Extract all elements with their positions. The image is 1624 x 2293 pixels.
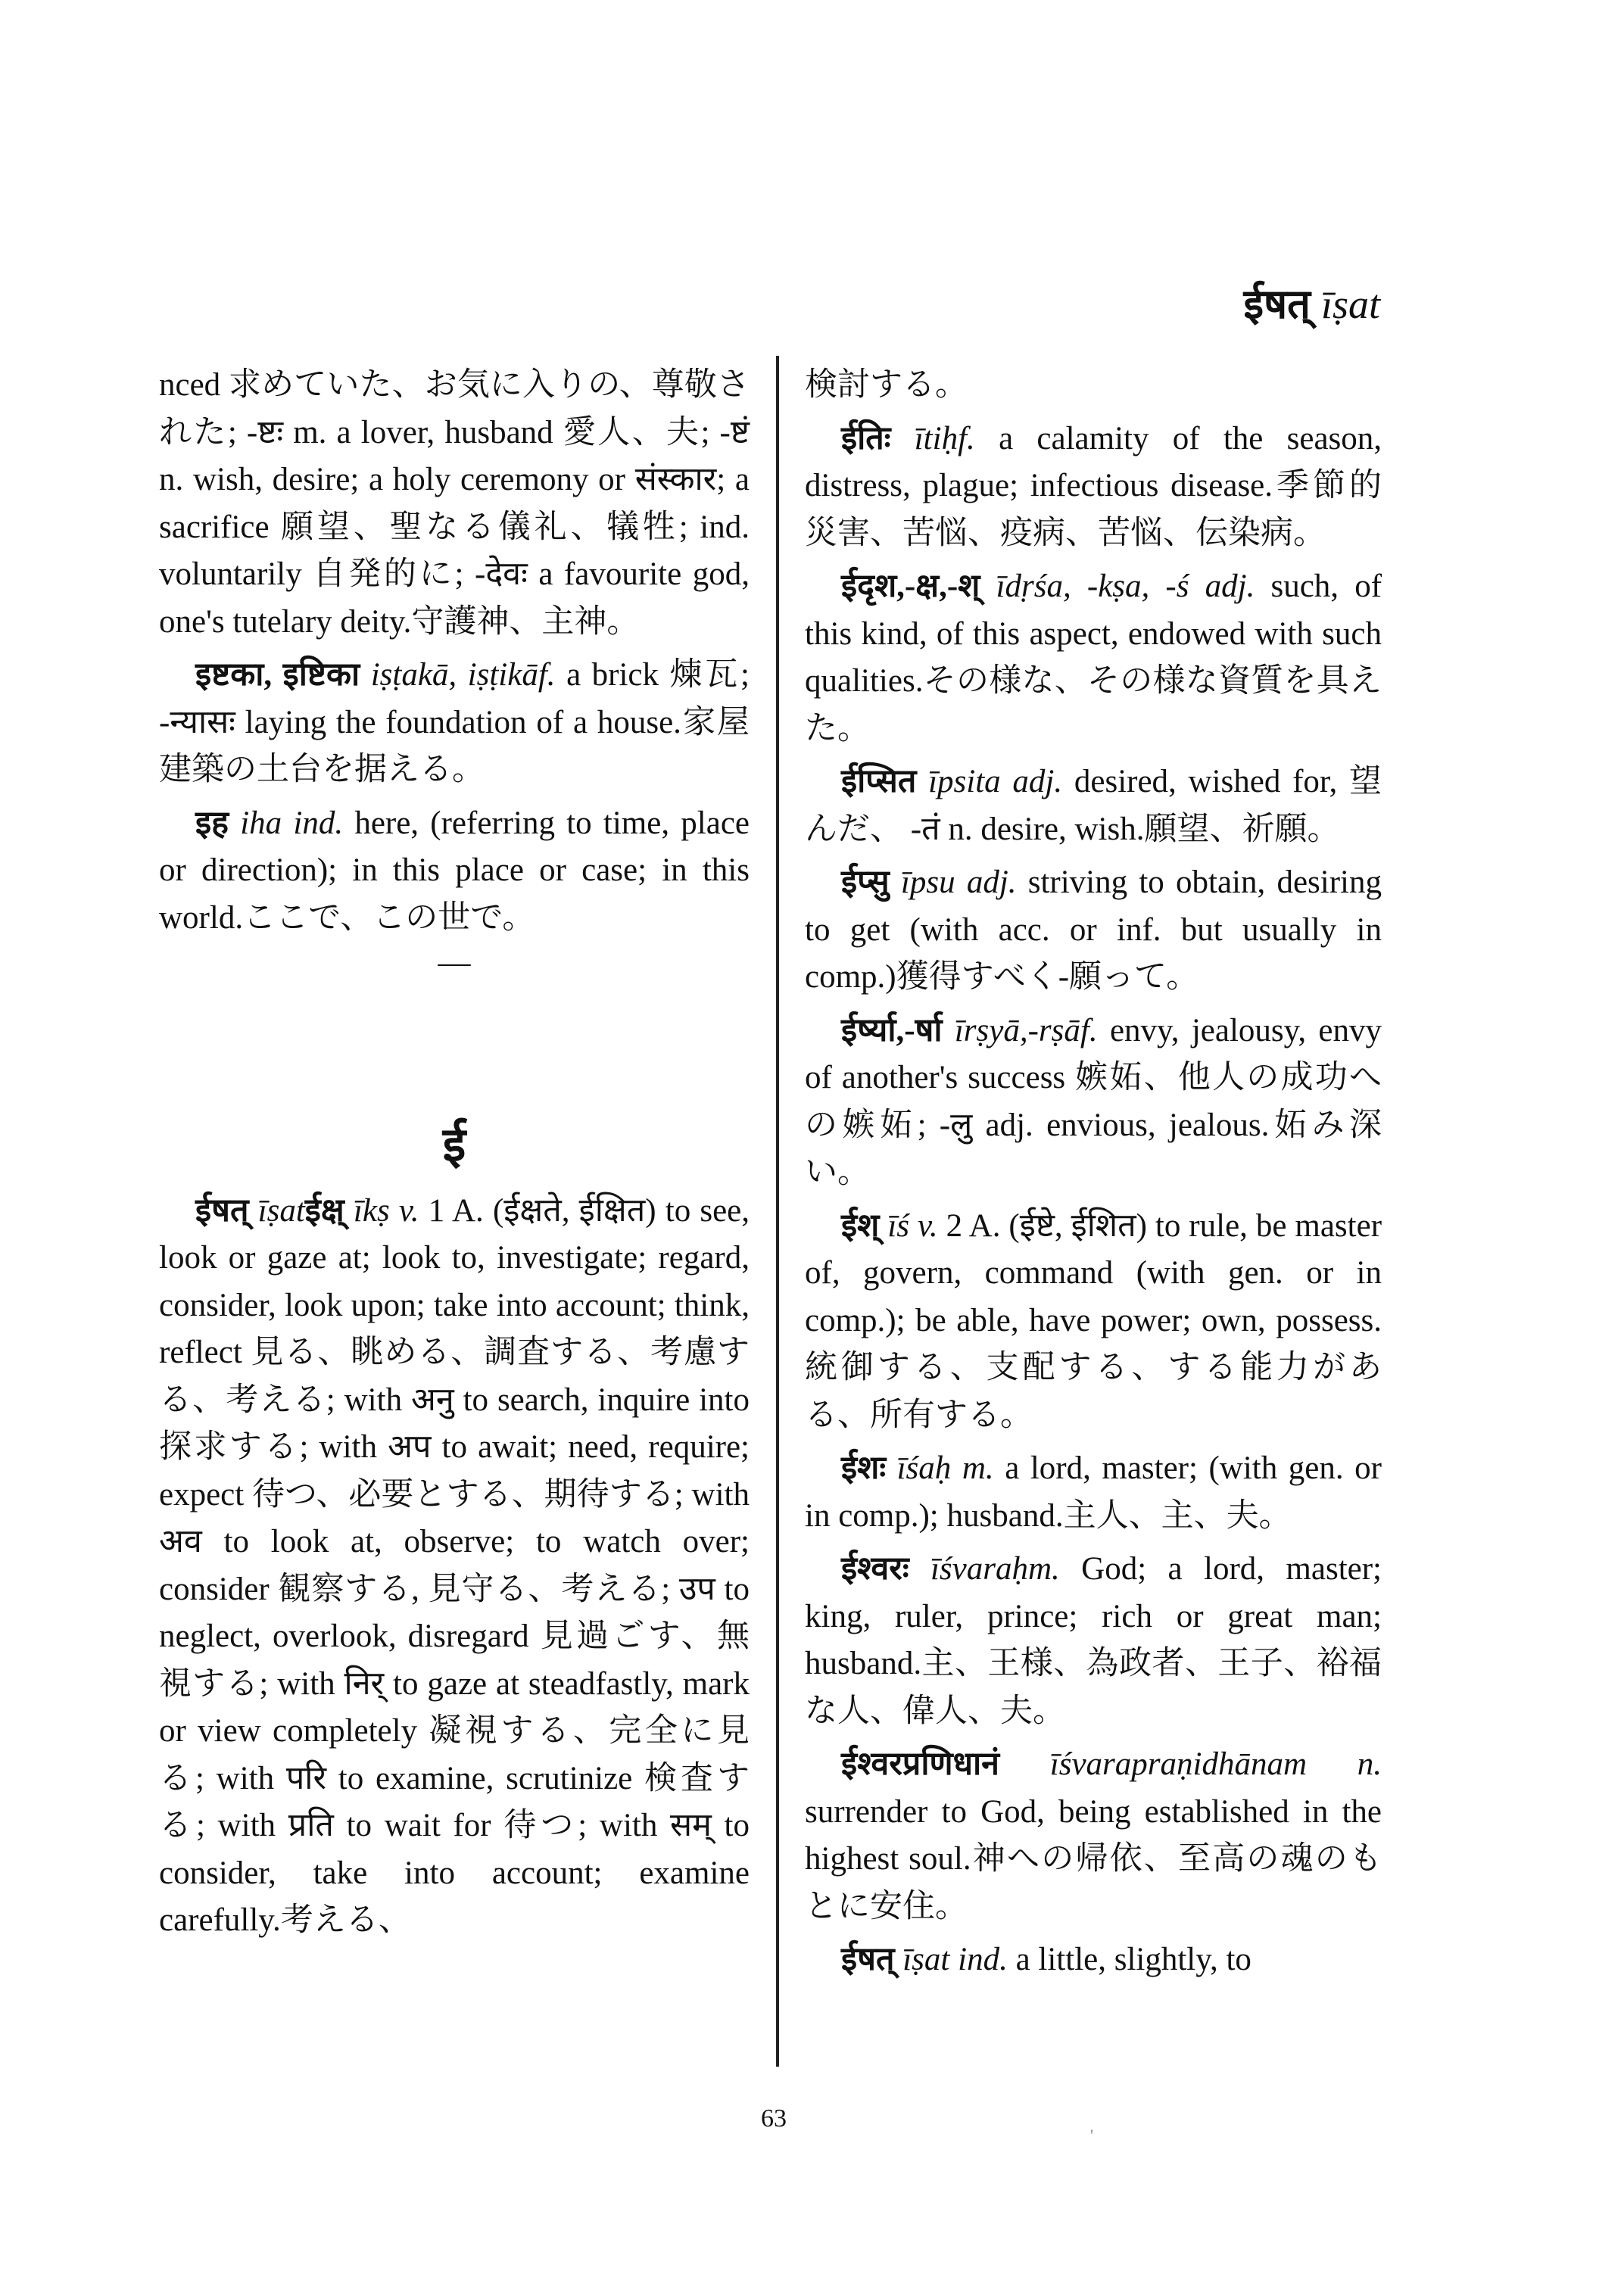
entry-headword: ईशः bbox=[841, 1450, 887, 1486]
entry-headword: ईर्ष्या,-र्षा bbox=[841, 1012, 943, 1048]
entry-pos: ind. bbox=[293, 805, 344, 841]
entry-text: here, (referring to time, place or direction); in this place or case; in this world.ここで、この世で。 bbox=[159, 805, 750, 936]
entry-text: nced 求めていた、お気に入りの、尊敬された; -ष्टः m. a lover, husband 愛人、夫; -ष्टं n. wish, desire; a holy ceremony or संस्कार; a sacrifice 願望、聖なる儀礼、犠牲; ind. voluntarily 自発的に; -देवः a favourite god, one's tutelary deity.守護神、主神。 bbox=[159, 367, 750, 640]
dictionary-entry bbox=[805, 759, 1382, 853]
entry-pos: f. bbox=[1080, 1012, 1098, 1048]
entry-text: God; a lord, master; king, ruler, prince; rich or great man; husband.主、王様、為政者、王子、裕福な人、偉人、夫。 bbox=[805, 1551, 1382, 1729]
running-head bbox=[1243, 274, 1380, 330]
running-head-translit: īṣat bbox=[1320, 282, 1380, 327]
dictionary-entry bbox=[805, 1008, 1382, 1197]
entry-text: a little, slightly, to bbox=[1015, 1942, 1252, 1977]
dictionary-entry bbox=[159, 800, 750, 942]
dictionary-entry bbox=[805, 1936, 1382, 1984]
entry-translit: īpsita bbox=[928, 764, 1001, 799]
entry-headword: ईप्सु bbox=[841, 865, 890, 900]
entry-translit: īdṛśa, -kṣa, -ś bbox=[996, 569, 1189, 604]
entry-text: 2 A. (ईष्टे, ईशित) to rule, be master of, govern, command (with gen. or in comp.); be able, have power; own, possess.統御する、支配する、する能力がある、所有する。 bbox=[805, 1207, 1382, 1433]
entry-text: desired, wished for, 望んだ、 -तं n. desire, wish.願望、祈願。 bbox=[805, 764, 1382, 847]
running-head-devanagari: ईषत् bbox=[1243, 282, 1311, 327]
entry-translit: ītiḥ bbox=[914, 420, 959, 456]
dictionary-entry bbox=[805, 1741, 1382, 1930]
dictionary-entry bbox=[805, 563, 1382, 752]
entry-headword: ईदृश,-क्ष,-श् bbox=[841, 569, 980, 604]
entry-translit: iha bbox=[240, 805, 282, 841]
entry-translit-2: īkṣ bbox=[353, 1192, 390, 1229]
entry-translit: īṣat bbox=[902, 1942, 950, 1977]
entry-translit: īṣat bbox=[257, 1192, 305, 1229]
entry-text: a lord, master; (with gen. or in comp.); husband.主人、主、夫。 bbox=[805, 1450, 1382, 1534]
entry-pos: m. bbox=[1027, 1551, 1060, 1587]
entry-translit: īśvaraḥ bbox=[930, 1551, 1028, 1587]
entry-text: 検討する。 bbox=[805, 367, 968, 403]
entry-translit: īpsu bbox=[900, 865, 955, 900]
entry-translit: īś bbox=[887, 1207, 909, 1244]
entry-headword: ईतिः bbox=[841, 420, 891, 456]
entry-pos: adj. bbox=[1012, 764, 1063, 799]
entry-translit: īśvarapraṇidhānam bbox=[1049, 1746, 1308, 1782]
section-separator: — bbox=[438, 945, 471, 980]
entry-pos: adj. bbox=[966, 865, 1017, 900]
dictionary-entry bbox=[805, 859, 1382, 1002]
dictionary-entry bbox=[159, 652, 750, 794]
entry-text: 1 A. (ईक्षते, ईक्षित) to see, look or gaze at; look to, investigate; regard, consider, look upon; take into account; think, reflect 見る、眺める、調査する、考慮する、考える; with अनु to search, inquire into 探求する; with अप to await; need, require; expect 待つ、必要とする、期待する; with अव to look at, observe; to watch over; consider 観察する, 見守る、考える; उप to neglect, overlook, disregard 見過ごす、無視する; with निर् to gaze at steadfastly, mark or view completely 凝視する、完全に見る; with परि to examine, scrutinize 検査する; with प्रति to wait for 待つ; with सम् to consider, take into account; examine carefully.考える、 bbox=[159, 1192, 750, 1938]
entry-headword: ईषत् bbox=[841, 1942, 895, 1977]
column-divider bbox=[776, 356, 779, 2067]
entry-text: surrender to God, being established in the highest soul.神への帰依、至高の魂のもとに安住。 bbox=[805, 1793, 1382, 1924]
entry-headword: ईश्वरः bbox=[841, 1551, 909, 1587]
dictionary-entry bbox=[805, 1546, 1382, 1735]
entry-pos: n. bbox=[1357, 1746, 1382, 1782]
entry-pos: f. bbox=[958, 420, 975, 456]
entry-translit: iṣṭakā, iṣṭikā bbox=[370, 657, 538, 693]
entry-translit: īrṣyā,-rṣā bbox=[954, 1012, 1080, 1048]
right-column bbox=[805, 362, 1382, 1990]
entry-headword: इष्टका, इष्टिका bbox=[195, 657, 360, 693]
entry-text: such, of this kind, of this aspect, endowed with such qualities.その様な、その様な資質を具えた。 bbox=[805, 569, 1382, 746]
dictionary-entry bbox=[159, 1188, 750, 1945]
entry-pos: v. bbox=[917, 1207, 938, 1244]
entry-headword-2: ईक्ष् bbox=[304, 1192, 344, 1229]
scan-speck: ' bbox=[1090, 2126, 1093, 2145]
entry-text: a calamity of the season, distress, plague; infectious disease.季節的災害、苦悩、疫病、苦悩、伝染病。 bbox=[805, 420, 1382, 551]
continued-entry bbox=[159, 362, 750, 646]
continued-entry bbox=[805, 362, 1382, 410]
entry-pos: ind. bbox=[958, 1942, 1008, 1977]
entry-pos: v. bbox=[398, 1192, 419, 1229]
entry-text: striving to obtain, desiring to get (with acc. or inf. but usually in comp.)獲得すべく-願って。 bbox=[805, 865, 1382, 995]
entry-headword: ईप्सित bbox=[841, 764, 917, 799]
page-number: 63 bbox=[761, 2105, 787, 2133]
dictionary-entry bbox=[805, 1445, 1382, 1540]
entry-pos: f. bbox=[538, 657, 556, 693]
entry-text: envy, jealousy, envy of another's success 嫉妬、他人の成功への嫉妬; -लु adj. envious, jealous.妬み深い。 bbox=[805, 1012, 1382, 1190]
entry-headword: इह bbox=[195, 805, 229, 841]
entry-headword: ईषत् bbox=[195, 1192, 249, 1229]
entry-text: a brick 煉瓦; -न्यासः laying the foundation of a house.家屋建築の土台を据える。 bbox=[159, 657, 750, 787]
entry-pos: adj. bbox=[1205, 569, 1255, 604]
entry-headword: ईश् bbox=[841, 1207, 880, 1244]
left-column bbox=[159, 362, 750, 1951]
entry-pos: m. bbox=[962, 1450, 994, 1486]
entry-translit: īśaḥ bbox=[896, 1450, 952, 1486]
entry-headword: ईश्वरप्रणिधानं bbox=[841, 1746, 1000, 1782]
dictionary-entry bbox=[805, 416, 1382, 558]
section-letter: ई bbox=[442, 1120, 466, 1171]
dictionary-entry bbox=[805, 1203, 1382, 1440]
